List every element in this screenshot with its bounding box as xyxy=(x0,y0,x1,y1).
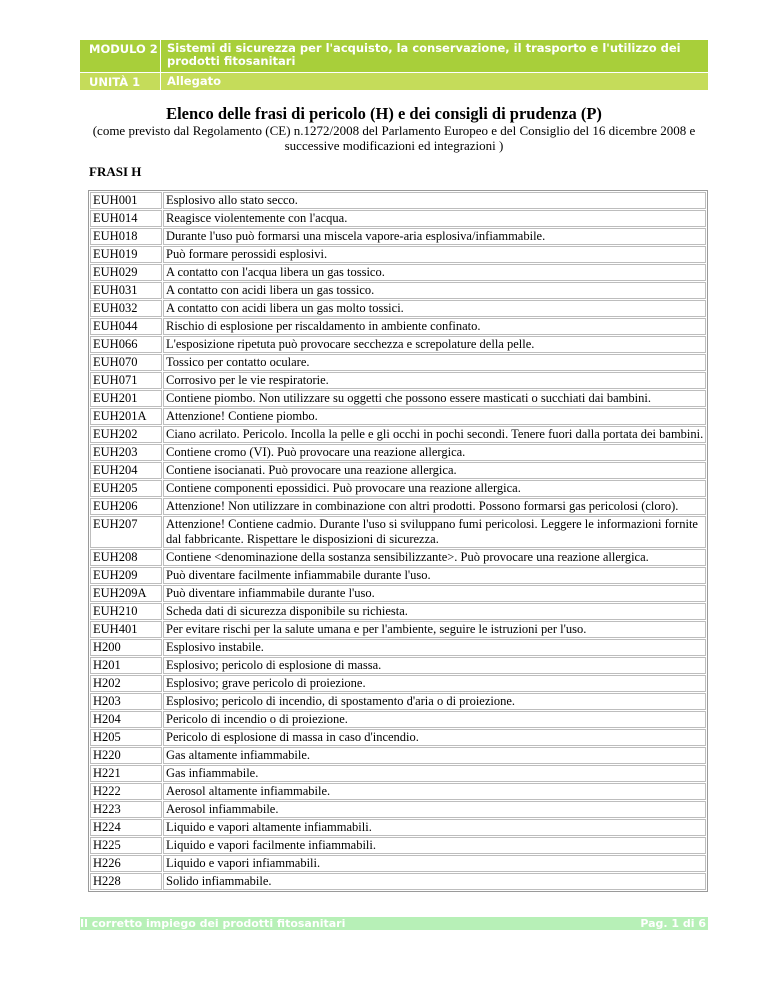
phrase-text: Contiene <denominazione della sostanza sensibilizzante>. Può provocare una reazione allergica. xyxy=(163,549,706,566)
phrase-text: Gas altamente infiammabile. xyxy=(163,747,706,764)
phrase-text: Scheda dati di sicurezza disponibile su richiesta. xyxy=(163,603,706,620)
table-row xyxy=(90,426,706,443)
table-row xyxy=(90,498,706,515)
phrase-code: EUH019 xyxy=(90,246,162,263)
table-row xyxy=(90,336,706,353)
table-row xyxy=(90,621,706,638)
phrase-text: Contiene isocianati. Può provocare una reazione allergica. xyxy=(163,462,706,479)
phrase-text: A contatto con l'acqua libera un gas tossico. xyxy=(163,264,706,281)
header-divider xyxy=(160,40,161,73)
phrase-code: EUH203 xyxy=(90,444,162,461)
phrase-code: H202 xyxy=(90,675,162,692)
page-title: Elenco delle frasi di pericolo (H) e dei consigli di prudenza (P) xyxy=(166,104,602,123)
phrase-text: Esplosivo; grave pericolo di proiezione. xyxy=(163,675,706,692)
phrase-code: H222 xyxy=(90,783,162,800)
phrase-code: H203 xyxy=(90,693,162,710)
header-unit-row xyxy=(80,73,708,90)
table-row xyxy=(90,675,706,692)
module-title: Sistemi di sicurezza per l'acquisto, la conservazione, il trasporto e l'utilizzo dei prodotti fitosanitari xyxy=(167,41,681,68)
table-row xyxy=(90,765,706,782)
phrase-code: EUH208 xyxy=(90,549,162,566)
phrase-code: EUH202 xyxy=(90,426,162,443)
table-row xyxy=(90,729,706,746)
phrase-code: EUH204 xyxy=(90,462,162,479)
table-row xyxy=(90,819,706,836)
table-row xyxy=(90,837,706,854)
phrase-code: H228 xyxy=(90,873,162,890)
phrase-code: H223 xyxy=(90,801,162,818)
section-heading: FRASI H xyxy=(89,164,142,179)
phrase-code: EUH014 xyxy=(90,210,162,227)
phrase-text: Esplosivo; pericolo di esplosione di massa. xyxy=(163,657,706,674)
table-row xyxy=(90,408,706,425)
phrase-code: EUH070 xyxy=(90,354,162,371)
page-number: Pag. 1 di 6 xyxy=(640,917,706,930)
table-row xyxy=(90,747,706,764)
phrase-code: EUH071 xyxy=(90,372,162,389)
table-row xyxy=(90,516,706,548)
phrase-text: Liquido e vapori facilmente infiammabili. xyxy=(163,837,706,854)
table-row xyxy=(90,657,706,674)
phrase-code: EUH201A xyxy=(90,408,162,425)
phrase-text: Reagisce violentemente con l'acqua. xyxy=(163,210,706,227)
phrase-code: H221 xyxy=(90,765,162,782)
phrase-text: Rischio di esplosione per riscaldamento in ambiente confinato. xyxy=(163,318,706,335)
table-row xyxy=(90,390,706,407)
phrase-text: Esplosivo; pericolo di incendio, di spostamento d'aria o di proiezione. xyxy=(163,693,706,710)
table-row xyxy=(90,783,706,800)
table-row xyxy=(90,192,706,209)
phrase-text: Durante l'uso può formarsi una miscela vapore-aria esplosiva/infiammabile. xyxy=(163,228,706,245)
phrase-code: H224 xyxy=(90,819,162,836)
phrase-code: H225 xyxy=(90,837,162,854)
table-row xyxy=(90,462,706,479)
phrase-text: Ciano acrilato. Pericolo. Incolla la pelle e gli occhi in pochi secondi. Tenere fuori dalla portata dei bambini. xyxy=(163,426,706,443)
phrase-code: EUH209A xyxy=(90,585,162,602)
header-module-row xyxy=(80,40,708,73)
page-footer xyxy=(80,917,708,930)
header-divider xyxy=(160,73,161,90)
table-row xyxy=(90,354,706,371)
table-row xyxy=(90,693,706,710)
phrase-text: Contiene piombo. Non utilizzare su oggetti che possono essere masticati o succhiati dai bambini. xyxy=(163,390,706,407)
phrase-text: A contatto con acidi libera un gas tossico. xyxy=(163,282,706,299)
phrase-text: Liquido e vapori altamente infiammabili. xyxy=(163,819,706,836)
table-row xyxy=(90,480,706,497)
footer-title: Il corretto impiego dei prodotti fitosanitari xyxy=(80,917,346,930)
phrase-code: EUH032 xyxy=(90,300,162,317)
phrase-text: Aerosol infiammabile. xyxy=(163,801,706,818)
phrase-text: Contiene cromo (VI). Può provocare una reazione allergica. xyxy=(163,444,706,461)
phrase-code: H205 xyxy=(90,729,162,746)
phrase-code: EUH044 xyxy=(90,318,162,335)
phrase-code: H220 xyxy=(90,747,162,764)
phrase-code: EUH206 xyxy=(90,498,162,515)
table-row xyxy=(90,711,706,728)
phrase-text: Gas infiammabile. xyxy=(163,765,706,782)
table-row xyxy=(90,855,706,872)
phrase-text: L'esposizione ripetuta può provocare secchezza e screpolature della pelle. xyxy=(163,336,706,353)
phrase-text: Per evitare rischi per la salute umana e per l'ambiente, seguire le istruzioni per l'uso. xyxy=(163,621,706,638)
hazard-phrases-table xyxy=(88,190,708,892)
phrase-text: Aerosol altamente infiammabile. xyxy=(163,783,706,800)
phrase-code: EUH201 xyxy=(90,390,162,407)
table-row xyxy=(90,603,706,620)
table-row xyxy=(90,264,706,281)
table-row xyxy=(90,318,706,335)
phrase-text: Pericolo di esplosione di massa in caso d'incendio. xyxy=(163,729,706,746)
phrase-text: Esplosivo instabile. xyxy=(163,639,706,656)
phrase-code: EUH210 xyxy=(90,603,162,620)
phrase-text: Attenzione! Contiene piombo. xyxy=(163,408,706,425)
table-row xyxy=(90,801,706,818)
phrase-code: EUH031 xyxy=(90,282,162,299)
phrase-text: Pericolo di incendio o di proiezione. xyxy=(163,711,706,728)
table-row xyxy=(90,549,706,566)
table-row xyxy=(90,372,706,389)
phrase-text: Attenzione! Contiene cadmio. Durante l'uso si sviluppano fumi pericolosi. Leggere le informazioni fornite dal fabbricante. Rispettare le disposizioni di sicurezza. xyxy=(163,516,706,548)
table-row xyxy=(90,228,706,245)
phrase-code: H204 xyxy=(90,711,162,728)
table-row xyxy=(90,210,706,227)
table-row xyxy=(90,300,706,317)
unit-title: Allegato xyxy=(167,74,221,88)
table-row xyxy=(90,444,706,461)
phrase-code: EUH401 xyxy=(90,621,162,638)
phrase-code: H200 xyxy=(90,639,162,656)
phrase-code: EUH066 xyxy=(90,336,162,353)
phrase-code: EUH018 xyxy=(90,228,162,245)
table-row xyxy=(90,282,706,299)
phrase-text: Tossico per contatto oculare. xyxy=(163,354,706,371)
table-row xyxy=(90,585,706,602)
page-subtitle: (come previsto dal Regolamento (CE) n.1272/2008 del Parlamento Europeo e del Consiglio del 16 dicembre 2008 e successive modificazioni ed integrazioni ) xyxy=(92,123,696,153)
module-label: MODULO 2 xyxy=(89,42,158,56)
table-row xyxy=(90,567,706,584)
phrase-text: Può diventare facilmente infiammabile durante l'uso. xyxy=(163,567,706,584)
phrase-text: Può diventare infiammabile durante l'uso. xyxy=(163,585,706,602)
table-row xyxy=(90,873,706,890)
phrase-code: EUH001 xyxy=(90,192,162,209)
phrase-code: EUH205 xyxy=(90,480,162,497)
phrase-text: Contiene componenti epossidici. Può provocare una reazione allergica. xyxy=(163,480,706,497)
phrase-text: A contatto con acidi libera un gas molto tossici. xyxy=(163,300,706,317)
unit-label: UNITÀ 1 xyxy=(89,75,141,89)
phrase-text: Attenzione! Non utilizzare in combinazione con altri prodotti. Possono formarsi gas pericolosi (cloro). xyxy=(163,498,706,515)
phrase-code: H226 xyxy=(90,855,162,872)
table-row xyxy=(90,246,706,263)
phrase-text: Liquido e vapori infiammabili. xyxy=(163,855,706,872)
phrase-text: Solido infiammabile. xyxy=(163,873,706,890)
table-row xyxy=(90,639,706,656)
phrase-code: H201 xyxy=(90,657,162,674)
phrase-code: EUH209 xyxy=(90,567,162,584)
phrase-text: Esplosivo allo stato secco. xyxy=(163,192,706,209)
phrase-code: EUH029 xyxy=(90,264,162,281)
phrase-text: Corrosivo per le vie respiratorie. xyxy=(163,372,706,389)
phrase-text: Può formare perossidi esplosivi. xyxy=(163,246,706,263)
phrase-code: EUH207 xyxy=(90,516,162,548)
